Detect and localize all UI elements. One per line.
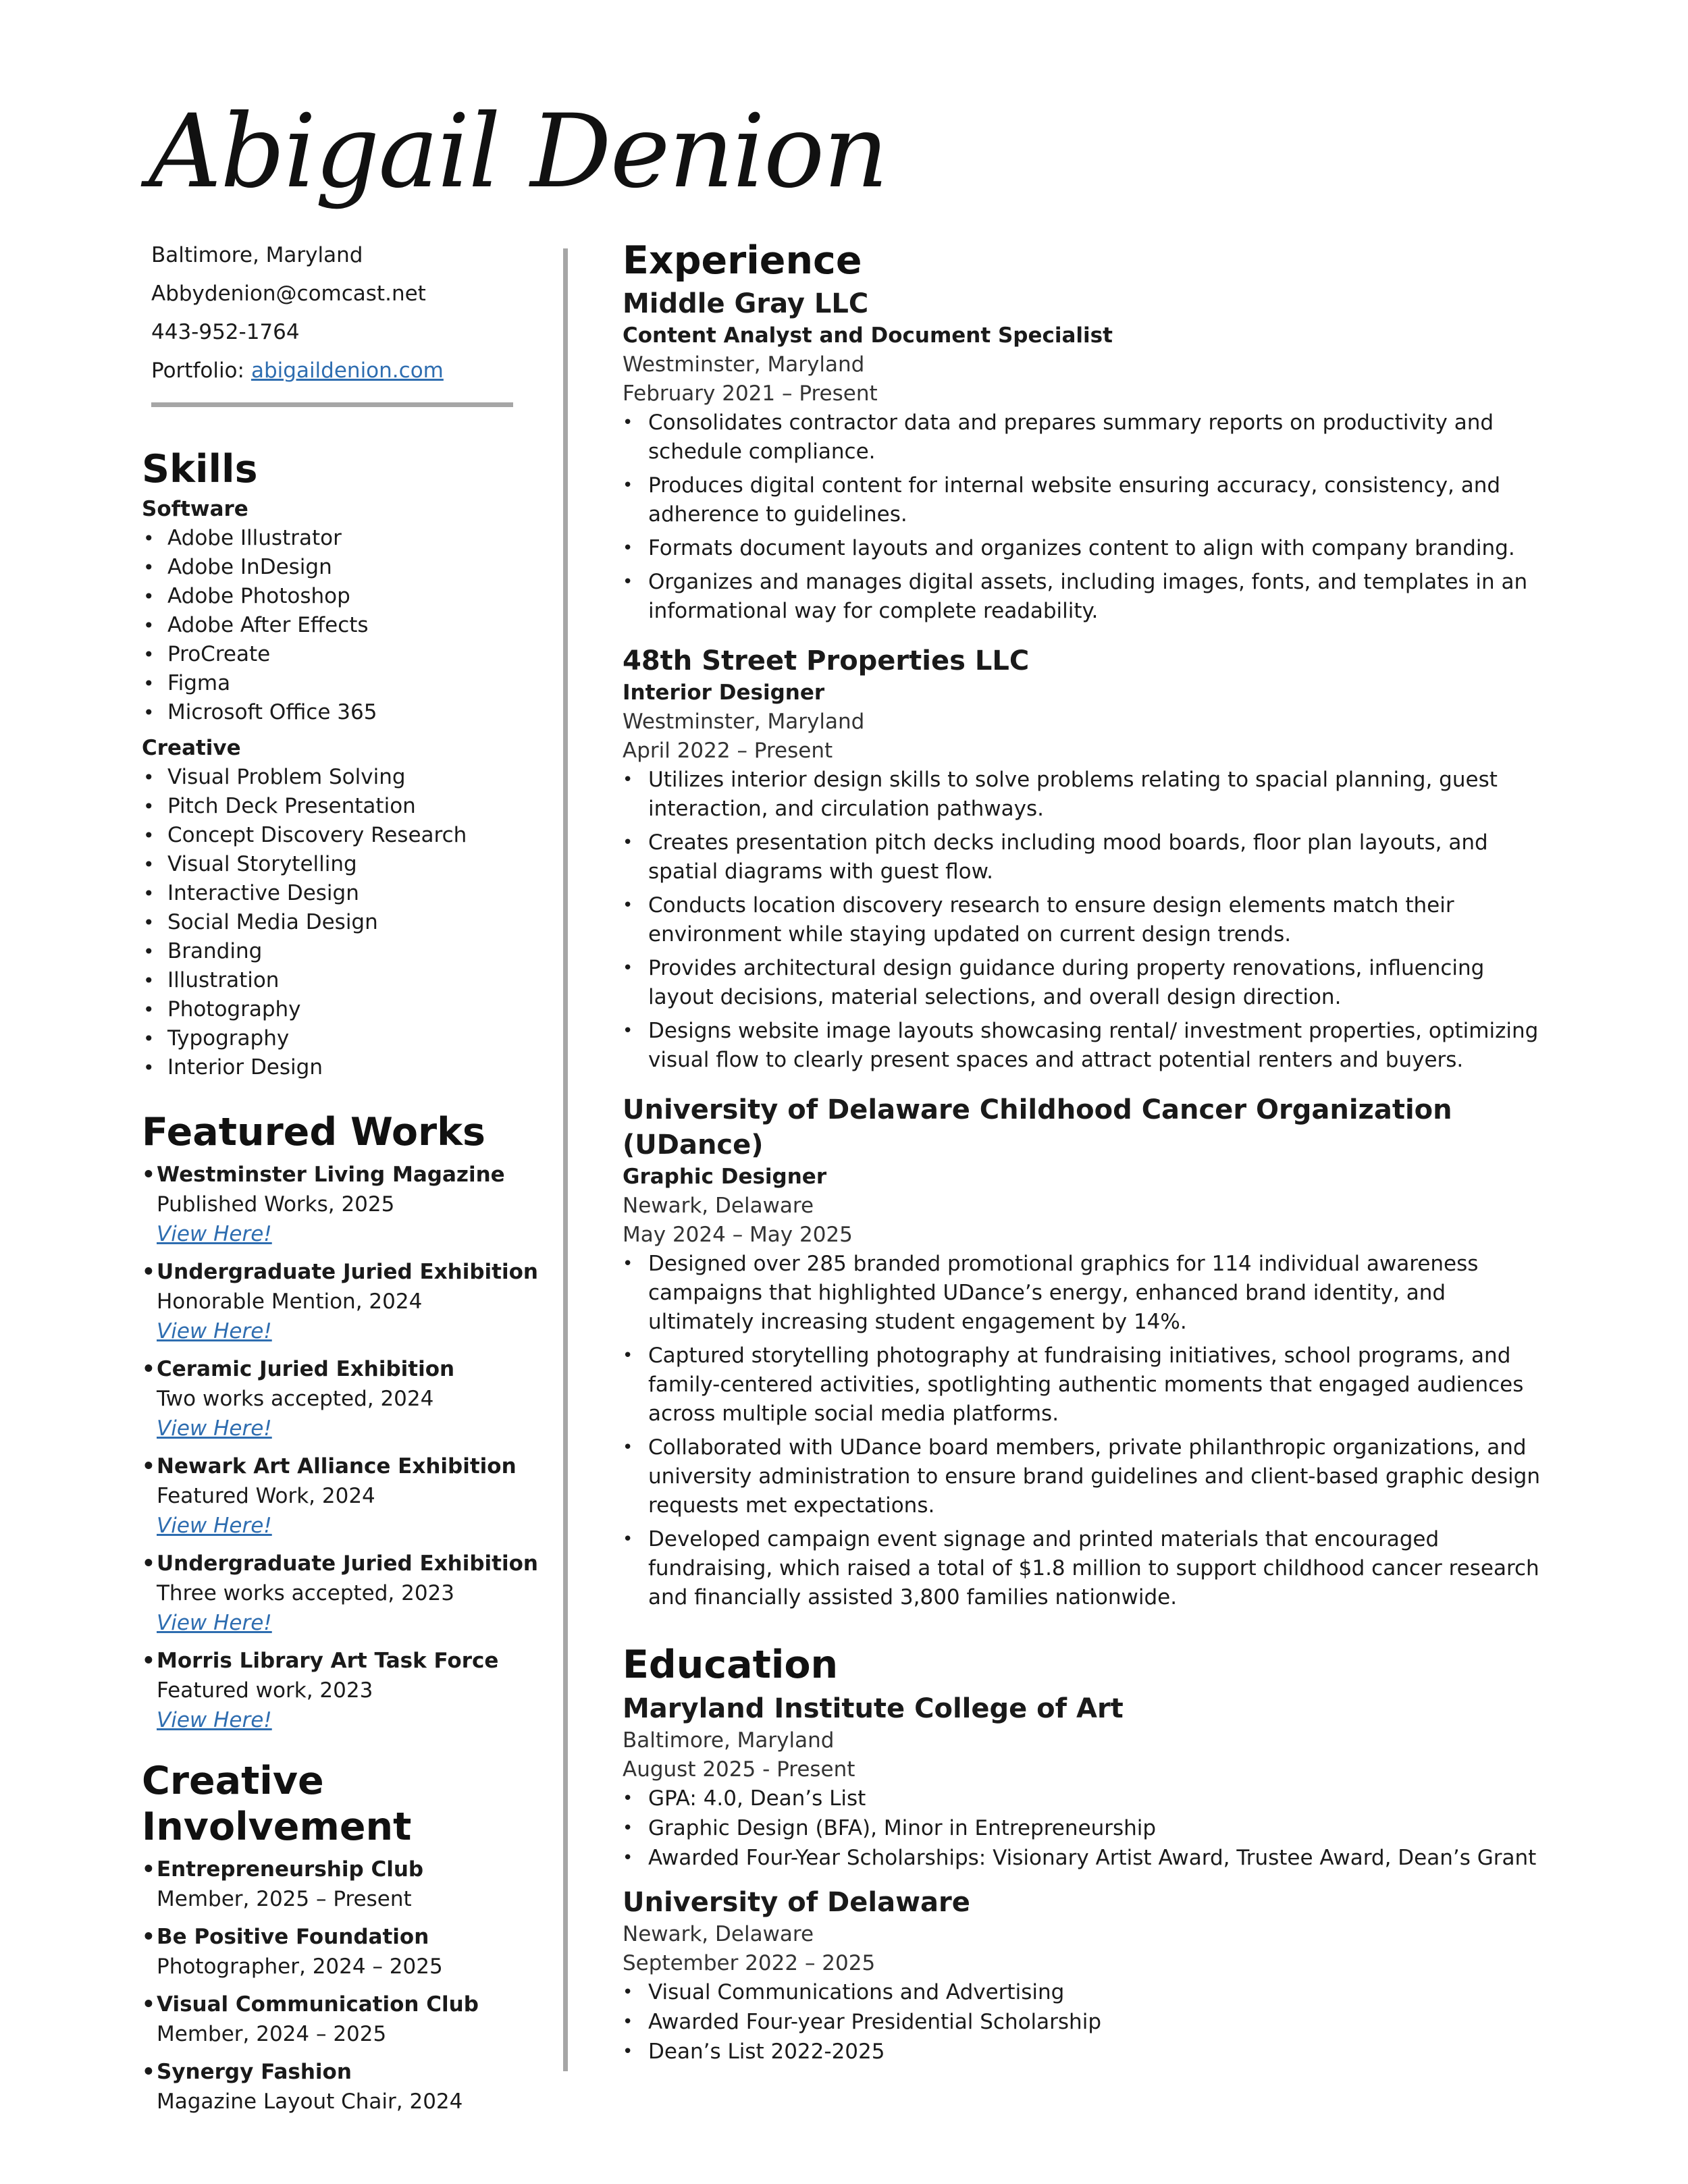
featured-subtitle: Two works accepted, 2024 (157, 1386, 434, 1411)
job-bullet: • Utilizes interior design skills to solve problems relating to spacial planning, guest interaction, and circulation pathways. (623, 766, 1541, 824)
job-dates: February 2021 – Present (623, 381, 878, 406)
contact-portfolio (142, 352, 547, 390)
involvement-subtitle: Member, 2025 – Present (157, 1886, 412, 1911)
experience-heading: Experience (623, 238, 862, 283)
featured-title: • Morris Library Art Task Force (142, 1646, 547, 1676)
job-bullet: • Captured storytelling photography at fundraising initiatives, school programs, and family-centered activities, spotlighting authentic moments that engaged audiences across multiple social media platforms. (623, 1341, 1541, 1429)
featured-title: • Westminster Living Magazine (142, 1160, 547, 1190)
featured-title: • Undergraduate Juried Exhibition (142, 1257, 547, 1287)
software-label: Software (142, 497, 248, 522)
skill-item: • Pitch Deck Presentation (142, 792, 547, 821)
skill-item: • Adobe InDesign (142, 553, 547, 582)
education-heading: Education (623, 1643, 839, 1688)
featured-item (142, 1257, 547, 1346)
featured-item (142, 1549, 547, 1638)
job-bullet: • Consolidates contractor data and prepares summary reports on productivity and schedule compliance. (623, 408, 1541, 467)
skill-item: • Figma (142, 669, 547, 698)
contact-phone: 443-952-1764 (151, 320, 300, 344)
featured-subtitle: Featured Work, 2024 (157, 1483, 375, 1508)
involvement-item (142, 1990, 547, 2049)
job-entry (623, 643, 1541, 1075)
job-bullet: • Designed over 285 branded promotional graphics for 114 individual awareness campaigns that highlighted UDance’s energy, enhanced brand identity, and ultimately increasing student engagement by 14%. (623, 1250, 1541, 1337)
job-company: Middle Gray LLC (623, 288, 869, 320)
school-bullet: • Visual Communications and Advertising (623, 1978, 1541, 2007)
job-entry (623, 286, 1541, 626)
featured-item (142, 1160, 547, 1249)
featured-item (142, 1646, 547, 1735)
job-bullet: • Designs website image layouts showcasing rental/ investment properties, optimizing visual flow to clearly present spaces and attract potential renters and buyers. (623, 1017, 1541, 1075)
involvement-title: • Be Positive Foundation (142, 1922, 547, 1952)
view-here-link[interactable]: View Here! (157, 1707, 272, 1732)
involvement-subtitle: Member, 2024 – 2025 (157, 2021, 387, 2046)
featured-title: • Newark Art Alliance Exhibition (142, 1451, 547, 1481)
school-location: Baltimore, Maryland (623, 1728, 835, 1753)
school-entry (623, 1885, 1541, 2067)
skill-item: • Adobe Photoshop (142, 582, 547, 611)
job-dates: April 2022 – Present (623, 739, 833, 764)
view-here-link[interactable]: View Here! (157, 1221, 272, 1246)
contact-city: Baltimore, Maryland (151, 243, 363, 267)
portfolio-link[interactable]: abigaildenion.com (250, 358, 444, 383)
skill-item: • Branding (142, 937, 547, 966)
job-bullet: • Provides architectural design guidance during property renovations, influencing layout decisions, material selections, and overall design direction. (623, 954, 1541, 1012)
job-bullet: • Organizes and manages digital assets, including images, fonts, and templates in an informational way for complete readability. (623, 568, 1541, 626)
featured-title: • Ceramic Juried Exhibition (142, 1354, 547, 1384)
involvement-item (142, 1922, 547, 1981)
featured-subtitle: Honorable Mention, 2024 (157, 1289, 423, 1314)
involvement-item (142, 1855, 547, 1914)
job-location: Newark, Delaware (623, 1194, 814, 1219)
featured-works-heading: Featured Works (142, 1110, 485, 1155)
job-company: 48th Street Properties LLC (623, 645, 1030, 677)
job-role: Graphic Designer (623, 1165, 827, 1190)
left-column (142, 236, 547, 2125)
school-bullet: • GPA: 4.0, Dean’s List (623, 1784, 1541, 1813)
school-bullet: • Graphic Design (BFA), Minor in Entrepreneurship (623, 1814, 1541, 1843)
job-bullet: • Conducts location discovery research to ensure design elements match their environment while staying updated on current design trends. (623, 891, 1541, 949)
view-here-link[interactable]: View Here! (157, 1416, 272, 1441)
job-bullet: • Formats document layouts and organizes content to align with company branding. (623, 534, 1541, 563)
involvement-subtitle: Photographer, 2024 – 2025 (157, 1954, 443, 1979)
school-entry (623, 1691, 1541, 1873)
skill-item: • Adobe After Effects (142, 611, 547, 640)
view-here-link[interactable]: View Here! (157, 1513, 272, 1538)
skill-item: • Interior Design (142, 1053, 547, 1082)
skill-item: • ProCreate (142, 640, 547, 669)
job-role: Content Analyst and Document Specialist (623, 323, 1113, 348)
featured-title: • Undergraduate Juried Exhibition (142, 1549, 547, 1578)
school-bullet: • Awarded Four-Year Scholarships: Visionary Artist Award, Trustee Award, Dean’s Grant (623, 1844, 1541, 1873)
involvement-title: • Visual Communication Club (142, 1990, 547, 2019)
skill-item: • Illustration (142, 966, 547, 995)
skill-item: • Photography (142, 995, 547, 1024)
view-here-link[interactable]: View Here! (157, 1610, 272, 1635)
creative-label: Creative (142, 736, 241, 761)
portfolio-label: Portfolio: (151, 358, 244, 383)
school-dates: August 2025 - Present (623, 1757, 855, 1782)
skill-item: • Social Media Design (142, 908, 547, 937)
right-column (623, 238, 1541, 2067)
job-dates: May 2024 – May 2025 (623, 1223, 853, 1248)
school-name: University of Delaware (623, 1886, 970, 1918)
school-bullet: • Dean’s List 2022-2025 (623, 2037, 1541, 2067)
skill-item: • Visual Storytelling (142, 850, 547, 879)
job-company: University of Delaware Childhood Cancer Organization (UDance) (623, 1094, 1452, 1161)
skill-item: • Concept Discovery Research (142, 821, 547, 850)
job-bullet: • Produces digital content for internal website ensuring accuracy, consistency, and adherence to guidelines. (623, 471, 1541, 529)
skill-item: • Microsoft Office 365 (142, 698, 547, 727)
featured-subtitle: Three works accepted, 2023 (157, 1580, 455, 1605)
involvement-item (142, 2057, 547, 2116)
column-divider (563, 248, 568, 2071)
school-dates: September 2022 – 2025 (623, 1950, 876, 1975)
job-location: Westminster, Maryland (623, 352, 865, 377)
job-bullet: • Collaborated with UDance board members, private philanthropic organizations, and university administration to ensure brand guidelines and client-based graphic design requests met expectations. (623, 1433, 1541, 1520)
featured-subtitle: Featured work, 2023 (157, 1678, 373, 1703)
skill-item: • Typography (142, 1024, 547, 1053)
skill-item: • Adobe Illustrator (142, 524, 547, 553)
featured-item (142, 1451, 547, 1541)
contact-divider (151, 402, 513, 407)
skill-item: • Visual Problem Solving (142, 763, 547, 792)
view-here-link[interactable]: View Here! (157, 1319, 272, 1343)
school-location: Newark, Delaware (623, 1921, 814, 1946)
contact-block (142, 236, 547, 390)
featured-subtitle: Published Works, 2025 (157, 1192, 395, 1217)
skills-heading: Skills (142, 447, 258, 491)
skill-item: • Interactive Design (142, 879, 547, 908)
job-bullet: • Creates presentation pitch decks including mood boards, floor plan layouts, and spatial diagrams with guest flow. (623, 828, 1541, 886)
contact-email: Abbydenion@comcast.net (151, 282, 426, 306)
job-location: Westminster, Maryland (623, 710, 865, 735)
resume-name: Abigail Denion (149, 93, 887, 211)
job-entry (623, 1092, 1541, 1612)
featured-item (142, 1354, 547, 1443)
job-bullet: • Developed campaign event signage and printed materials that encouraged fundraising, which raised a total of $1.8 million to support childhood cancer research and financially assisted 3,800 families nationwide. (623, 1525, 1541, 1612)
involvement-subtitle: Magazine Layout Chair, 2024 (157, 2089, 463, 2114)
creative-involvement-heading: Creative Involvement (142, 1758, 412, 1850)
involvement-title: • Synergy Fashion (142, 2057, 547, 2087)
school-bullet: • Awarded Four-year Presidential Scholarship (623, 2008, 1541, 2037)
job-role: Interior Designer (623, 681, 825, 705)
involvement-title: • Entrepreneurship Club (142, 1855, 547, 1884)
school-name: Maryland Institute College of Art (623, 1693, 1124, 1724)
